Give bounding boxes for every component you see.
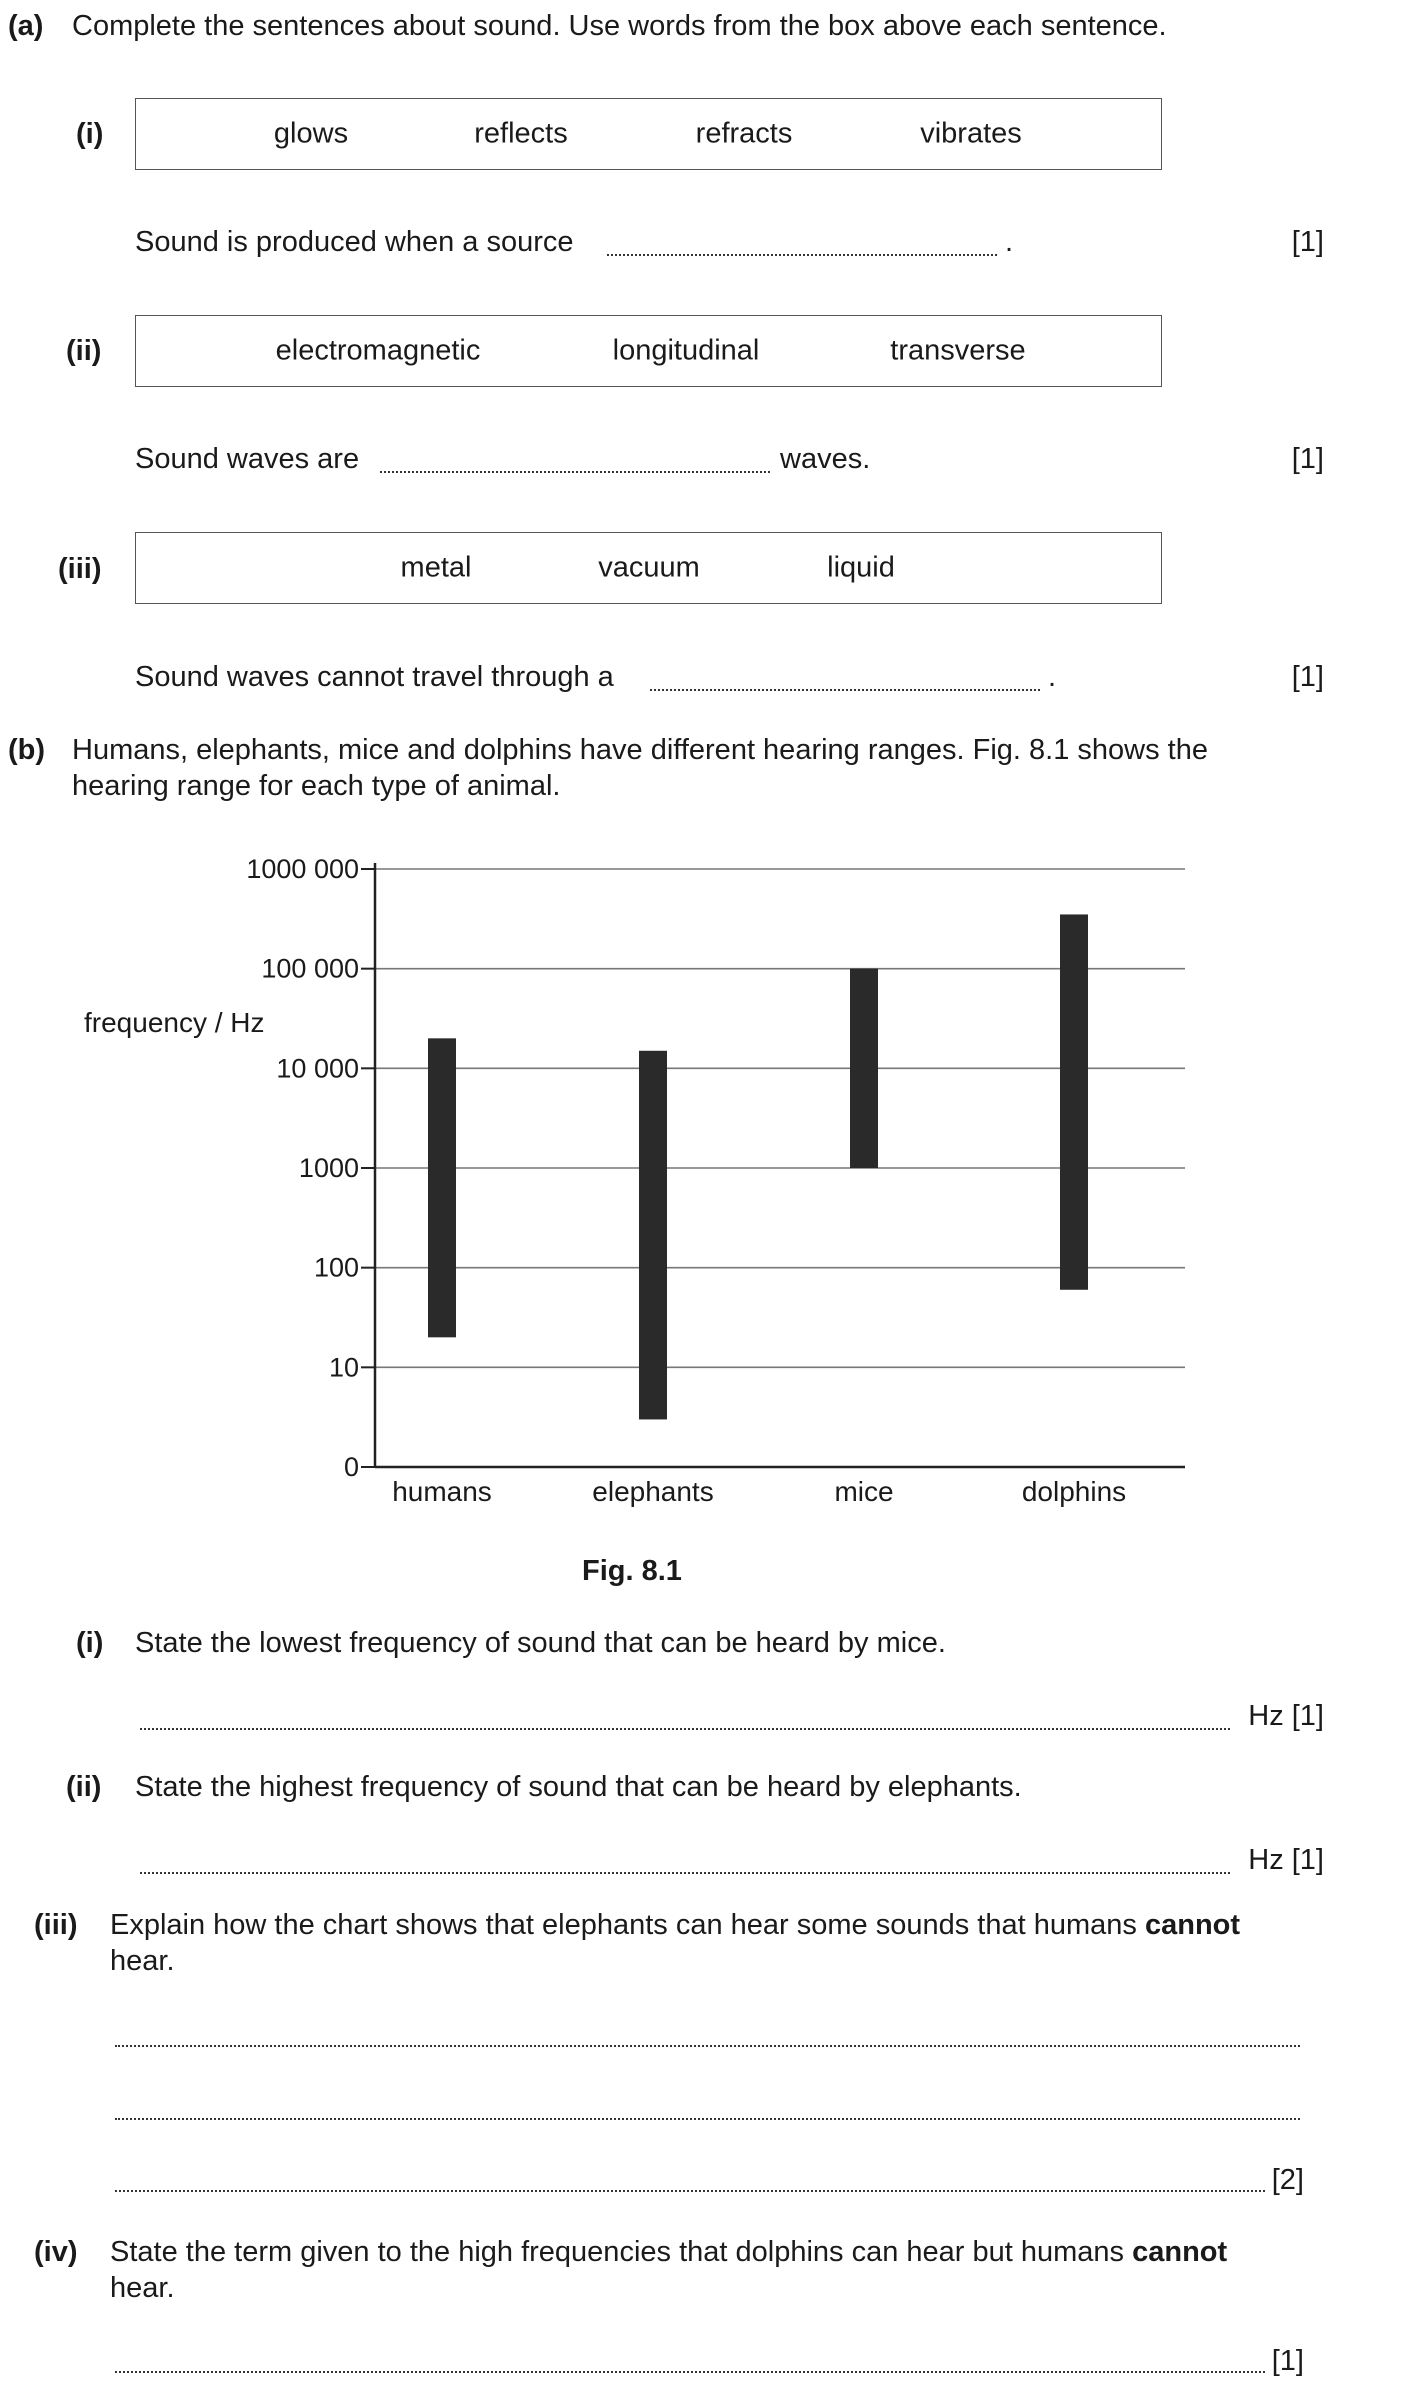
marks-b-ii: Hz [1]: [1248, 1844, 1324, 1876]
part-a-label: (a): [8, 10, 44, 42]
question-b-iii-emphasis: cannot: [1144, 1909, 1241, 1941]
question-b-iii-text-line-2: hear.: [110, 1945, 175, 1977]
question-b-iv-emphasis: cannot: [1132, 2236, 1228, 2268]
sentence-a-iii-before: Sound waves cannot travel through a: [135, 661, 614, 693]
chart-x-ticks: [392, 1476, 1126, 1507]
question-b-iv-text-line-2: hear.: [110, 2272, 175, 2304]
x-tick-label: mice: [834, 1476, 894, 1507]
word-option: longitudinal: [612, 334, 760, 367]
range-bar-elephants: [639, 1051, 667, 1420]
marks-a-ii: [1]: [1291, 443, 1324, 475]
question-b-i-label: (i): [76, 1627, 104, 1659]
word-option: glows: [273, 117, 349, 150]
marks-a-i: [1]: [1291, 226, 1324, 258]
answer-line-b-iii-2[interactable]: [115, 2118, 1300, 2120]
word-option: liquid: [827, 551, 895, 584]
y-tick-label: 10 000: [276, 1053, 359, 1084]
answer-line-a-i[interactable]: [607, 254, 997, 256]
question-b-iii-label: (iii): [34, 1909, 78, 1941]
word-option: vacuum: [598, 551, 700, 584]
hearing-range-chart: [60, 845, 1220, 1515]
answer-line-a-ii[interactable]: [380, 471, 770, 473]
answer-line-b-ii[interactable]: [140, 1872, 1230, 1874]
question-b-ii-label: (ii): [66, 1771, 102, 1803]
y-tick-label: 100 000: [261, 953, 359, 984]
part-b-intro-line-2: hearing range for each type of animal.: [72, 770, 561, 802]
word-option: reflects: [474, 117, 568, 150]
y-tick-label: 1000 000: [246, 854, 359, 884]
question-b-iv-label: (iv): [34, 2236, 78, 2268]
chart-y-axis-label: frequency / Hz: [84, 1007, 265, 1038]
word-box-a-ii: [135, 315, 1162, 387]
y-tick-label: 1000: [298, 1153, 359, 1183]
question-b-iii-text: [110, 1909, 1240, 1942]
marks-b-iii: [2]: [1271, 2164, 1304, 2196]
part-a-intro: Complete the sentences about sound. Use words from the box above each sentence.: [72, 10, 1167, 42]
answer-line-b-iv[interactable]: [115, 2371, 1265, 2373]
range-bar-mice: [850, 969, 878, 1168]
word-option: metal: [400, 551, 472, 584]
range-bar-humans: [428, 1038, 456, 1337]
answer-line-a-iii[interactable]: [650, 689, 1040, 691]
word-option: vibrates: [920, 117, 1022, 150]
chart-y-ticks: [246, 854, 375, 1482]
word-box-a-i: [135, 98, 1162, 170]
sentence-a-i-before: Sound is produced when a source: [135, 226, 574, 258]
y-tick-label: 0: [343, 1452, 359, 1482]
answer-line-b-iii-3[interactable]: [115, 2190, 1265, 2192]
range-bar-dolphins: [1060, 914, 1088, 1289]
question-b-iii-text-part: Explain how the chart shows that elephants can hear some sounds that humans: [110, 1909, 1137, 1941]
word-option: transverse: [890, 334, 1026, 367]
marks-b-i: Hz [1]: [1248, 1700, 1324, 1732]
question-b-i-text: State the lowest frequency of sound that can be heard by mice.: [135, 1627, 946, 1659]
word-option: electromagnetic: [275, 334, 481, 367]
sentence-a-iii-after: .: [1048, 661, 1057, 693]
x-tick-label: dolphins: [1021, 1476, 1127, 1507]
question-b-iv-text: [110, 2236, 1227, 2269]
question-a-iii-label: (iii): [58, 553, 102, 585]
x-tick-label: humans: [392, 1476, 492, 1507]
answer-line-b-iii-1[interactable]: [115, 2045, 1300, 2047]
y-tick-label: 100: [313, 1252, 359, 1283]
sentence-a-ii-before: Sound waves are: [135, 443, 360, 475]
answer-line-b-i[interactable]: [140, 1728, 1230, 1730]
word-option: refracts: [695, 117, 793, 150]
word-box-a-iii: [135, 532, 1162, 604]
chart-bars: [428, 914, 1088, 1419]
part-b-label: (b): [8, 734, 46, 766]
question-a-ii-label: (ii): [66, 335, 102, 367]
y-tick-label: 10: [328, 1352, 359, 1383]
marks-b-iv: [1]: [1271, 2345, 1304, 2377]
x-tick-label: elephants: [592, 1476, 714, 1507]
marks-a-iii: [1]: [1291, 661, 1324, 693]
question-a-i-label: (i): [76, 118, 104, 150]
question-b-ii-text: State the highest frequency of sound that can be heard by elephants.: [135, 1771, 1022, 1803]
sentence-a-ii-after: waves.: [780, 443, 871, 475]
sentence-a-i-after: .: [1005, 226, 1014, 258]
question-b-iv-text-part: State the term given to the high frequencies that dolphins can hear but humans: [110, 2236, 1125, 2268]
part-b-intro-line-1: Humans, elephants, mice and dolphins have different hearing ranges. Fig. 8.1 shows the: [72, 734, 1208, 766]
figure-caption: Fig. 8.1: [582, 1555, 682, 1587]
